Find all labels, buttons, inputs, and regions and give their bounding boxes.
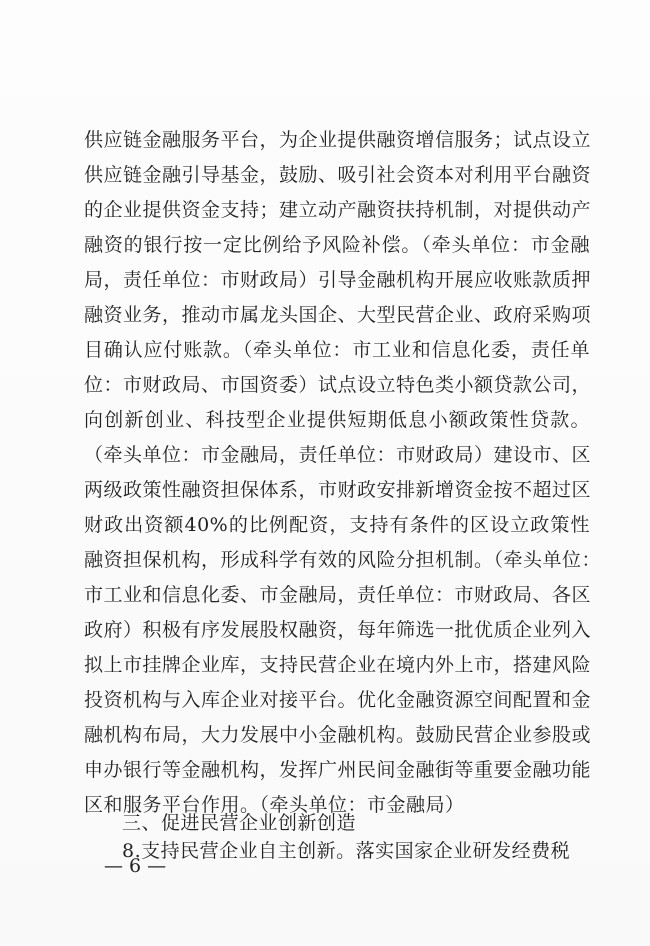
text-line: 区和服务平台作用。（牵头单位：市金融局） — [84, 794, 465, 816]
text-line: 融机构布局，大力发展中小金融机构。鼓励民营企业参股或 — [84, 724, 592, 746]
text-line: 目确认应付账款。（牵头单位：市工业和信息化委，责任单 — [84, 339, 590, 361]
text-line: 申办银行等金融机构，发挥广州民间金融街等重要金融功能 — [84, 759, 592, 781]
text-line: 财政出资额40%的比例配资，支持有条件的区设立政策性 — [84, 514, 590, 536]
text-line: 局，责任单位：市财政局）引导金融机构开展应收账款质押 — [84, 269, 592, 291]
text-line: 位：市财政局、市国资委）试点设立特色类小额贷款公司， — [84, 374, 592, 396]
text-line: 供应链金融服务平台，为企业提供融资增信服务；试点设立 — [84, 129, 592, 151]
section-heading: 三、促进民营企业创新创造 — [122, 812, 357, 834]
text-line: 拟上市挂牌企业库，支持民营企业在境内外上市，搭建风险 — [84, 654, 592, 676]
text-line: 供应链金融引导基金，鼓励、吸引社会资本对利用平台融资 — [84, 164, 592, 186]
text-line: 市工业和信息化委、市金融局，责任单位：市财政局、各区 — [84, 584, 592, 606]
text-line: 投资机构与入库企业对接平台。优化金融资源空间配置和金 — [84, 689, 592, 711]
text-line: 两级政策性融资担保体系，市财政安排新增资金按不超过区 — [84, 479, 592, 501]
text-line: 的企业提供资金支持；建立动产融资扶持机制，对提供动产 — [84, 199, 592, 221]
text-line: 融资的银行按一定比例给予风险补偿。（牵头单位：市金融 — [84, 234, 590, 256]
text-line: 8.支持民营企业自主创新。落实国家企业研发经费税 — [122, 840, 571, 862]
body-paragraph — [84, 123, 602, 823]
text-line: 政府）积极有序发展股权融资，每年筛选一批优质企业列入 — [84, 619, 592, 641]
text-line: 融资担保机构，形成科学有效的风险分担机制。（牵头单位： — [84, 549, 602, 571]
text-line: （牵头单位：市金融局，责任单位：市财政局）建设市、区 — [84, 444, 592, 466]
text-line: 融资业务，推动市属龙头国企、大型民营企业、政府采购项 — [84, 304, 592, 326]
page-number: — 6 — — [104, 855, 167, 877]
text-line: 向创新创业、科技型企业提供短期低息小额政策性贷款。 — [84, 409, 590, 431]
